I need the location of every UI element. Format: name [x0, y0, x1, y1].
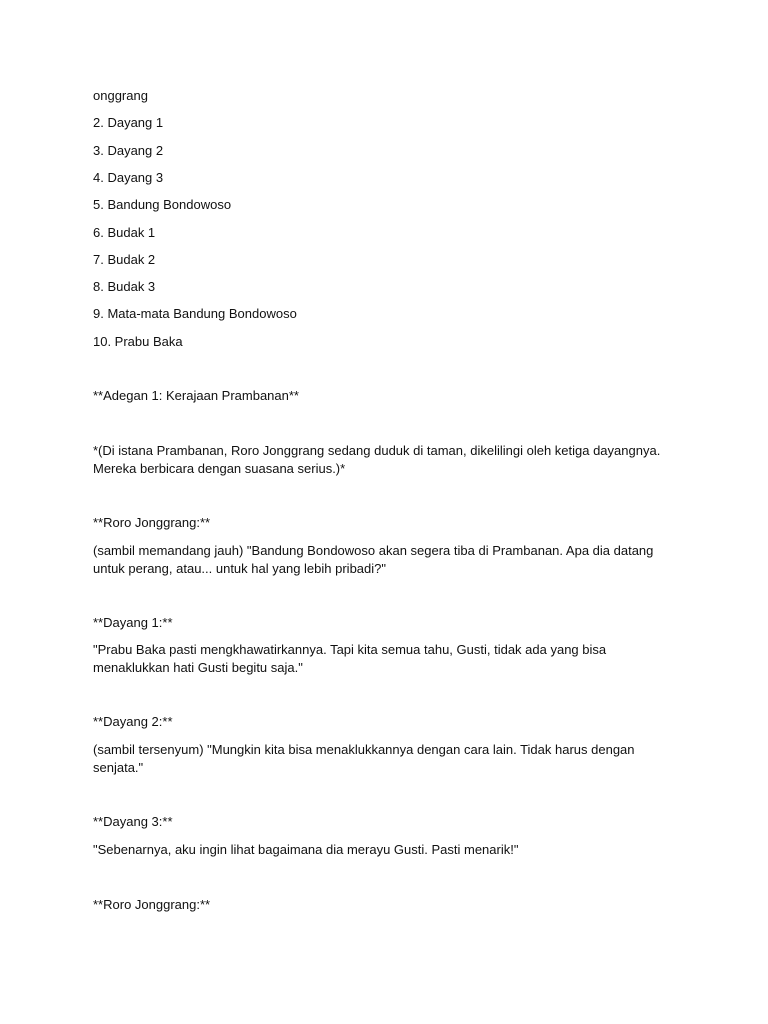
- dialogue-line: "Sebenarnya, aku ingin lihat bagaimana dia merayu Gusti. Pasti menarik!": [93, 842, 519, 857]
- cast-list-item: 2. Dayang 1: [93, 115, 164, 130]
- dialogue-line: (sambil tersenyum) "Mungkin kita bisa menaklukkannya dengan cara lain. Tidak harus dengan senjata.": [93, 742, 635, 775]
- dialogue-speaker: **Roro Jonggrang:**: [93, 897, 211, 912]
- dialogue-speaker: **Dayang 2:**: [93, 714, 173, 729]
- dialogue-speaker: **Dayang 3:**: [93, 814, 173, 829]
- dialogue-line: "Prabu Baka pasti mengkhawatirkannya. Tapi kita semua tahu, Gusti, tidak ada yang bisa menaklukkan hati Gusti begitu saja.": [93, 642, 607, 675]
- cast-list-item: 3. Dayang 2: [93, 143, 164, 158]
- stage-direction: *(Di istana Prambanan, Roro Jonggrang sedang duduk di taman, dikelilingi oleh ketiga dayangnya. Mereka berbicara dengan suasana serius.)*: [93, 443, 661, 476]
- dialogue-speaker: **Roro Jonggrang:**: [93, 515, 211, 530]
- cast-list-item: 9. Mata-mata Bandung Bondowoso: [93, 306, 297, 321]
- cast-list-item: 5. Bandung Bondowoso: [93, 197, 232, 212]
- cast-list-continued-item: onggrang: [93, 88, 148, 103]
- cast-list-item: 4. Dayang 3: [93, 170, 164, 185]
- dialogue-line: (sambil memandang jauh) "Bandung Bondowoso akan segera tiba di Prambanan. Apa dia datang untuk perang, atau... untuk hal yang lebih pribadi?": [93, 543, 654, 576]
- cast-list-item: 6. Budak 1: [93, 225, 156, 240]
- cast-list-item: 8. Budak 3: [93, 279, 156, 294]
- dialogue-speaker: **Dayang 1:**: [93, 615, 173, 630]
- cast-list-item: 7. Budak 2: [93, 252, 156, 267]
- cast-list-item: 10. Prabu Baka: [93, 334, 183, 349]
- scene-heading: **Adegan 1: Kerajaan Prambanan**: [93, 388, 299, 403]
